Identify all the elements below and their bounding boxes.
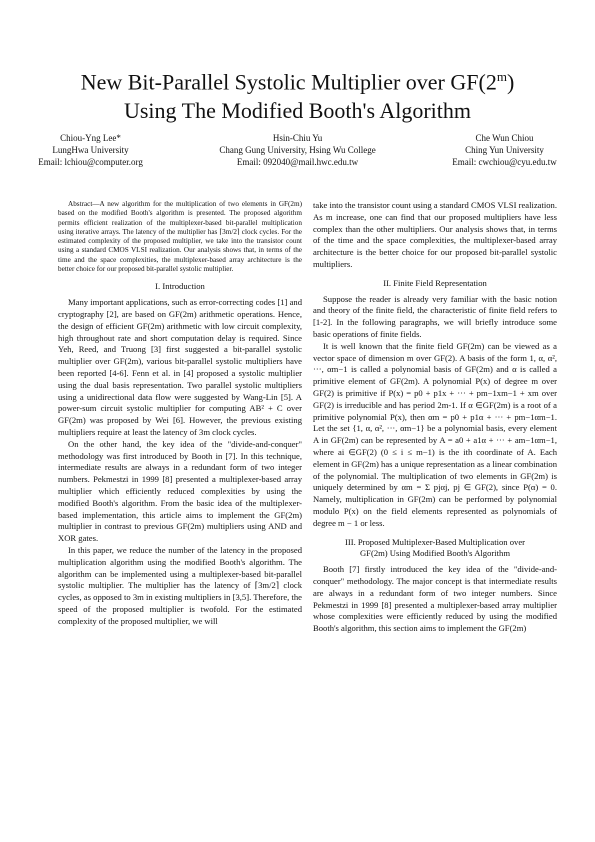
author-name: Hsin-Chiu Yu [272,133,323,143]
author-affiliation: Ching Yun University [465,145,544,155]
paragraph: Many important applications, such as error-correcting codes [1] and cryptography [2], are based on GF(2m) arithmetic operations. Hence, the design of efficient GF(2m) arithmetic with low circuit complexity, high throughout rate and short computation delay is required. Since Yeh, Reed, and Truong [3] first suggested a bit-parallel systolic multiplier over GF(2m), various bit-parallel systolic multipliers have been reported [4-6]. Fenn et al. in [4] proposed a systolic multiplier using the dual basis representation. Two parallel systolic multipliers using a unidirectional data flow were suggested by Wang-Lin [5]. A power-sum circuit systolic multiplier for computing AB² + C over GF(2m) was proposed by Wei [6]. However, the previous existing multipliers require at least the latency of 3m clock cycles. [58,297,302,437]
author-name: Che Wun Chiou [475,133,534,143]
author-2 [219,132,375,168]
section-heading-introduction: I. Introduction [155,281,205,292]
author-block [0,132,595,168]
section-heading-line: III. Proposed Multiplexer-Based Multiplication over [344,536,526,547]
author-affiliation: Chang Gung University, Hsing Wu College [219,145,376,155]
author-3 [452,132,557,168]
author-email: Email: lchiou@computer.org [38,157,143,167]
paragraph: Suppose the reader is already very familiar with the basic notion and theory of the finite field, the characteristic of finite field refers to [1-2]. In the following paragraphs, we will briefly introduce some basic operations of finite fields. [313,293,557,339]
author-affiliation: LungHwa University [52,145,129,155]
left-column [58,200,302,627]
section-heading-finite-field: II. Finite Field Representation [383,277,487,288]
author-name: Chiou-Yng Lee* [60,133,121,143]
paragraph: Booth [7] firstly introduced the key idea of the "divide-and-conquer" methodology. The major concept is that intermediate results are always in a redundant form of two integer numbers. Since Pekmestzi in 1999 [8] presented a multiplexer-based array multiplier whose complexities were efficiently reduced by using the modified Booth's algorithm, this section aims to implement the GF(2m) [313,564,557,634]
paper-title [0,62,595,125]
right-column [313,200,557,635]
title-line-2: Using The Modified Booth's Algorithm [123,98,471,124]
author-email: Email: 092040@mail.hwc.edu.tw [236,157,359,167]
title-line-1: New Bit-Parallel Systolic Multiplier over GF(2$^m$) [80,69,515,95]
abstract: Abstract—A new algorithm for the multiplication of two elements in GF(2m) based on the modified Booth's algorithm is presented. The proposed algorithm permits efficient realization of the multiplexer-based bit-parallel multiplication using iterative arrays. The latency of the multiplier has ⌈3m/2⌉ clock cycles. For the estimated complexity of the proposed multiplier, we take into the transistor count using a standard CMOS VLSI realization. Our analysis shows that, in terms of the time and the space complexities, the multiplexer-based array architecture is the better choice for our proposed bit-parallel systolic multiplier. [58,200,302,274]
section-heading-proposed [313,537,557,561]
author-email: Email: cwchiou@cyu.edu.tw [452,157,557,167]
paragraph: On the other hand, the key idea of the "divide-and-conquer" methodology was first introduced by Booth in [7]. In this technique, intermediate results are always in a redundant form of two integer numbers. Pekmestzi in 1999 [8] presented a multiplexer-based array multiplier which efficiently reduced complexities by using the modified Booth's algorithm. From the basic idea of the multiplexer-based implementation, this article aims to implement the GF(2m) multiplier in contrast to previous GF(2m) multipliers using AND and XOR gates. [58,438,302,544]
author-1 [38,132,143,168]
paragraph: take into the transistor count using a standard CMOS VLSI realization. As m increase, one can find that our proposed multipliers have less complex than the other multipliers. Our analysis shows that, in terms of the time and the space complexities, the multiplexer-based array architecture is the better choice for our proposed bit-parallel systolic multipliers. [313,200,558,269]
paragraph: In this paper, we reduce the number of the latency in the proposed multiplication algorithm using the modified Booth's algorithm. The algorithm can be implemented using a multiplexer-based bit-parallel systolic multiplier. The multiplier has the latency of ⌈3m/2⌉ clock cycles, as opposed to 3m in existing multipliers in [3,5]. Therefore, the speed of the proposed multiplier is twofold. For the estimated complexity of the proposed multiplier, we will [58,544,302,626]
paragraph: It is well known that the finite field GF(2m) can be viewed as a vector space of dimension m over GF(2). A basis of the form 1, α, α², ···, αm−1 is called a polynomial basis of GF(2m) and α is called a primitive element of GF(2m). A polynomial P(x) of degree m over GF(2) is primitive if P(x) = p0 + p1x + ··· + pm−1xm−1 + xm over GF(2) is irreducible and has period 2m-1. If α ∈GF(2m) is a root of a primitive polynomial P(x), then αm = p0 + p1α + ··· + pm−1αm−1. Let the set {1, α, α², ···, αm−1} be a polynomial basis, every element A in GF(2m) can be represented by A = a0 + a1α + ··· + am−1αm−1, where ai ∈GF(2) (0 ≤ i ≤ m−1) is the ith coordinate of A. Each element in GF(2m) has a unique representation as a linear combination of the polynomial. The multiplication of two elements in GF(2m) is uniquely determined by αm = Σ pjαj, pj ∈ GF(2), since P(α) = 0. Namely, multiplication in GF(2m) can be performed by polynomial modulo P(x) on the field elements represented as polynomials of degree m − 1 or less. [313,340,557,528]
section-heading-line: GF(2m) Using Modified Booth's Algorithm [359,548,511,559]
